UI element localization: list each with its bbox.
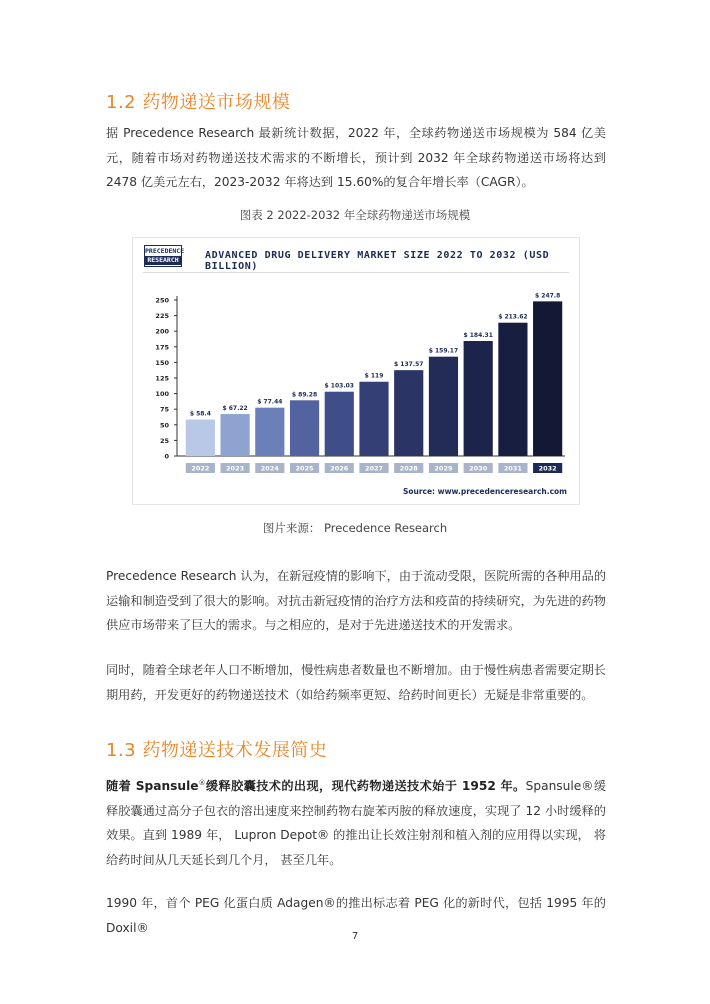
section-heading-1-2: 1.2 药物递送市场规模	[106, 92, 291, 113]
bar	[359, 382, 388, 456]
section-heading-1-3: 1.3 药物递送技术发展简史	[106, 740, 328, 761]
bar	[255, 408, 284, 456]
bar-value-label: $ 137.57	[394, 361, 424, 369]
bar-value-label: $ 58.4	[189, 410, 211, 418]
y-tick-label: 200	[155, 327, 169, 336]
y-tick-label: 150	[155, 358, 169, 367]
chart-title: ADVANCED DRUG DELIVERY MARKET SIZE 2022 TO 2032 (USD BILLION)	[205, 250, 550, 272]
category-label: 2027	[364, 464, 384, 473]
bar-value-label: $ 247.8	[535, 292, 561, 300]
bar-value-label: $ 213.62	[498, 313, 528, 321]
y-tick-label: 25	[159, 436, 169, 445]
registered-mark: ®	[198, 779, 206, 787]
bar	[533, 301, 562, 456]
bar-value-label: $ 67.22	[222, 405, 248, 413]
paragraph-market-size: 据 Precedence Research 最新统计数据，2022 年，全球药物递送市场规模为 584 亿美元，随着市场对药物递送技术需求的不断增长，预计到 2032 年全球药物递送市场将达到 2478 亿美元左右，2023-2032 年将达到 15.60%的复合年增长率（CAGR）。	[106, 126, 606, 189]
bar-value-label: $ 159.17	[428, 347, 459, 355]
figure-caption: 图表 2 2022-2032 年全球药物递送市场规模	[239, 208, 471, 222]
page-number: 7	[351, 931, 359, 942]
paragraph-history	[106, 771, 606, 872]
category-label: 2031	[503, 464, 522, 473]
category-label: 2032	[538, 464, 557, 473]
y-tick-label: 225	[155, 312, 169, 321]
y-tick-label: 50	[159, 421, 169, 430]
history-body: Spansule®缓释胶囊通过高分子包衣的溶出速度来控制药物右旋苯丙胺的释放速度，实现了 12 小时缓释的效果。直到 1989 年， Lupron Depot® 的推出让长效注射剂和植入剂的应用得以实现， 将给药时间从几天延长到几个月， 甚至几年。	[106, 779, 607, 867]
paragraph-peg-era: 1990 年，首个 PEG 化蛋白质 Adagen®的推出标志着 PEG 化的新时代，包括 1995 年的 Doxil®	[106, 896, 606, 935]
bar-value-label: $ 89.28	[291, 391, 318, 399]
bar	[325, 392, 354, 456]
market-size-chart	[133, 238, 579, 504]
category-label: 2023	[226, 464, 245, 473]
category-label: 2025	[295, 464, 314, 473]
bar	[498, 323, 527, 456]
logo-line-1: PRECEDENCE	[145, 247, 185, 255]
bar-value-label: $ 119	[364, 372, 384, 380]
bar-value-label: $ 184.31	[463, 331, 493, 339]
figure-source: 图片来源： Precedence Research	[262, 521, 448, 535]
category-label: 2026	[330, 464, 349, 473]
chart-source: Source: www.precedenceresearch.com	[402, 487, 567, 496]
y-tick-label: 0	[164, 452, 169, 461]
category-label: 2029	[434, 464, 453, 473]
category-label: 2030	[469, 464, 488, 473]
bar	[290, 400, 319, 456]
history-bold-part-b: 缓释胶囊技术的出现，现代药物递送技术始于 1952 年。	[205, 779, 526, 794]
paragraph-aging-population: 同时，随着全球老年人口不断增加，慢性病患者数量也不断增加。由于慢性病患者需要定期长期用药，开发更好的药物递送技术（如给药频率更短、给药时间更长）无疑是非常重要的。	[106, 663, 606, 702]
bar	[429, 357, 458, 456]
bar	[221, 414, 250, 456]
y-tick-label: 250	[155, 296, 169, 305]
y-tick-label: 175	[155, 343, 169, 352]
bar	[394, 370, 423, 456]
logo-line-2: RESEARCH	[145, 256, 181, 265]
y-tick-label: 125	[155, 374, 169, 383]
bar	[186, 420, 215, 456]
bar-value-label: $ 103.03	[324, 382, 354, 390]
bar	[464, 341, 493, 456]
history-bold-part-a: 随着 Spansule	[106, 779, 199, 794]
y-tick-label: 100	[155, 390, 169, 399]
bar-value-label: $ 77.44	[257, 398, 283, 406]
category-label: 2022	[191, 464, 210, 473]
category-label: 2024	[260, 464, 279, 473]
paragraph-covid-impact: Precedence Research 认为，在新冠疫情的影响下，由于流动受限，医院所需的各种用品的运输和制造受到了很大的影响。对抗击新冠疫情的治疗方法和疫苗的持续研究，为先进的药物供应市场带来了巨大的需求。与之相应的，是对于先进递送技术的开发需求。	[106, 569, 607, 632]
bar-chart-svg	[133, 238, 579, 504]
category-label: 2028	[399, 464, 418, 473]
y-tick-label: 75	[159, 405, 169, 414]
